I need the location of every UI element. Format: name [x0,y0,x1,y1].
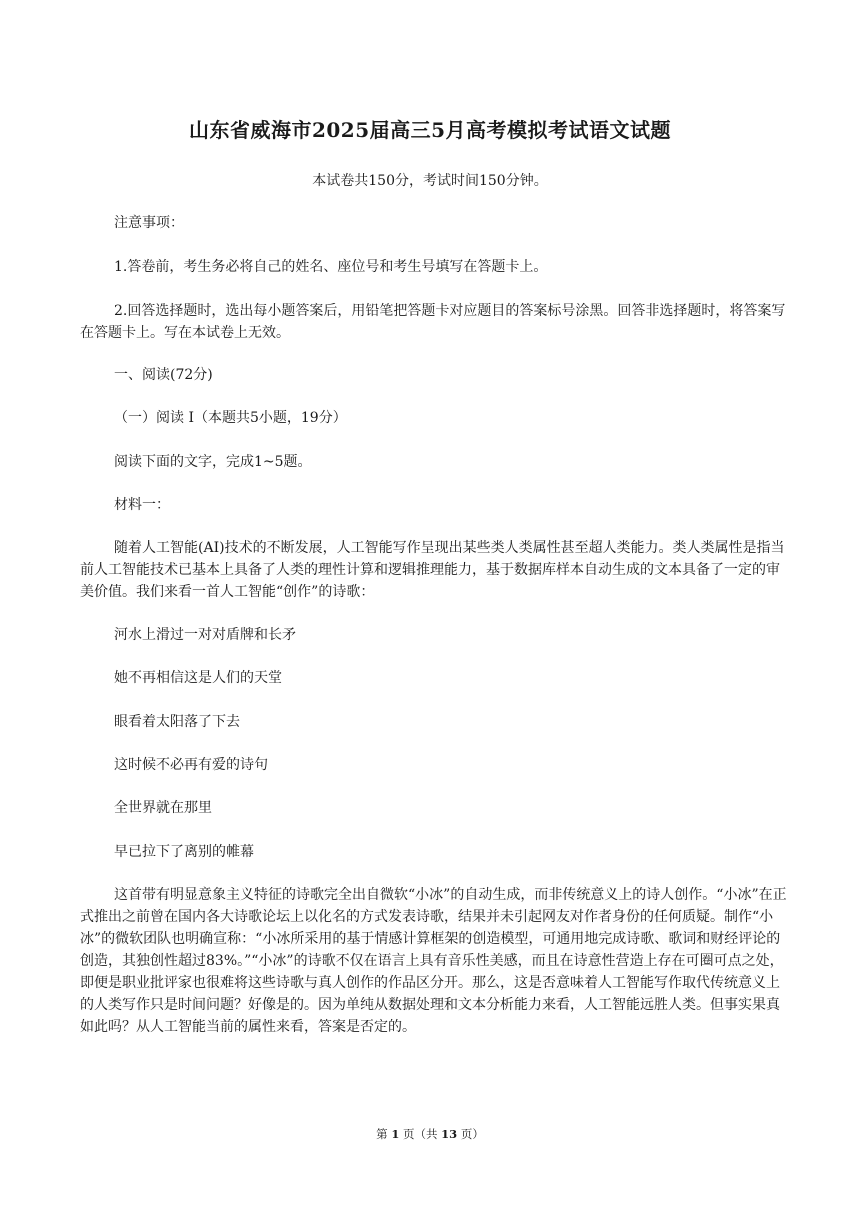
poem-line: 早已拉下了离别的帷幕 [114,844,254,860]
exam-info: 本试卷共150分，考试时间150分钟。 [312,173,548,189]
paragraph-2: 这首带有明显意象主义特征的诗歌完全出自微软“小冰”的自动生成，而非传统意义上的诗人创作。“小冰”在正式推出之前曾在国内各大诗歌论坛上以化名的方式发表诗歌，结果并未引起网友对作者身份的任何质疑。制作“小冰”的微软团队也明确宣称：“小冰所采用的基于情感计算框架的创造模型，可通用地完成诗歌、歌词和财经评论的创造，其独创性超过83%。”“小冰”的诗歌不仅在语言上具有音乐性美感，而且在诗意性营造上存在可圈可点之处，即便是职业批评家也很难将这些诗歌与真人创作的作品区分开。那么，这是否意味着人工智能写作取代传统意义上的人类写作只是时间问题？好像是的。因为单纯从数据处理和文本分析能力来看，人工智能远胜人类。但事实果真如此吗？从人工智能当前的属性来看，答案是否定的。 [80,887,787,1035]
poem-line: 眼看着太阳落了下去 [114,714,240,730]
footer-middle: 页（共 [403,1127,438,1141]
footer-total-pages: 13 [441,1127,458,1141]
material-label: 材料一： [114,497,170,513]
note-1: 1.答卷前，考生务必将自己的姓名、座位号和考生号填写在答题卡上。 [114,259,548,275]
paragraph-1: 随着人工智能(AI)技术的不断发展，人工智能写作呈现出某些类人类属性甚至超人类能力。类人类属性是指当前人工智能技术已基本上具备了人类的理性计算和逻辑推理能力，基于数据库样本自动生成的文本具备了一定的审美价值。我们来看一首人工智能“创作”的诗歌： [80,540,785,600]
footer-page-number: 1 [391,1127,400,1141]
subsection-heading: （一）阅读 I（本题共5小题，19分） [114,410,347,426]
poem-line: 这时候不必再有爱的诗句 [114,757,268,773]
poem-line: 河水上滑过一对对盾牌和长矛 [114,627,296,643]
page-title: 山东省威海市2025届高三5月高考模拟考试语文试题 [188,118,672,142]
poem-line: 全世界就在那里 [114,800,212,816]
page-footer [0,1126,860,1142]
footer-suffix: 页） [460,1127,484,1141]
poem-line: 她不再相信这是人们的天堂 [114,670,282,686]
footer-prefix: 第 [376,1127,388,1141]
notes-heading: 注意事项： [114,215,184,231]
section-heading: 一、阅读(72分) [114,367,213,383]
reading-instruction: 阅读下面的文字，完成1~5题。 [114,454,312,470]
note-2: 2.回答选择题时，选出每小题答案后，用铅笔把答题卡对应题目的答案标号涂黑。回答非选择题时，将答案写在答题卡上。写在本试卷上无效。 [80,303,786,341]
